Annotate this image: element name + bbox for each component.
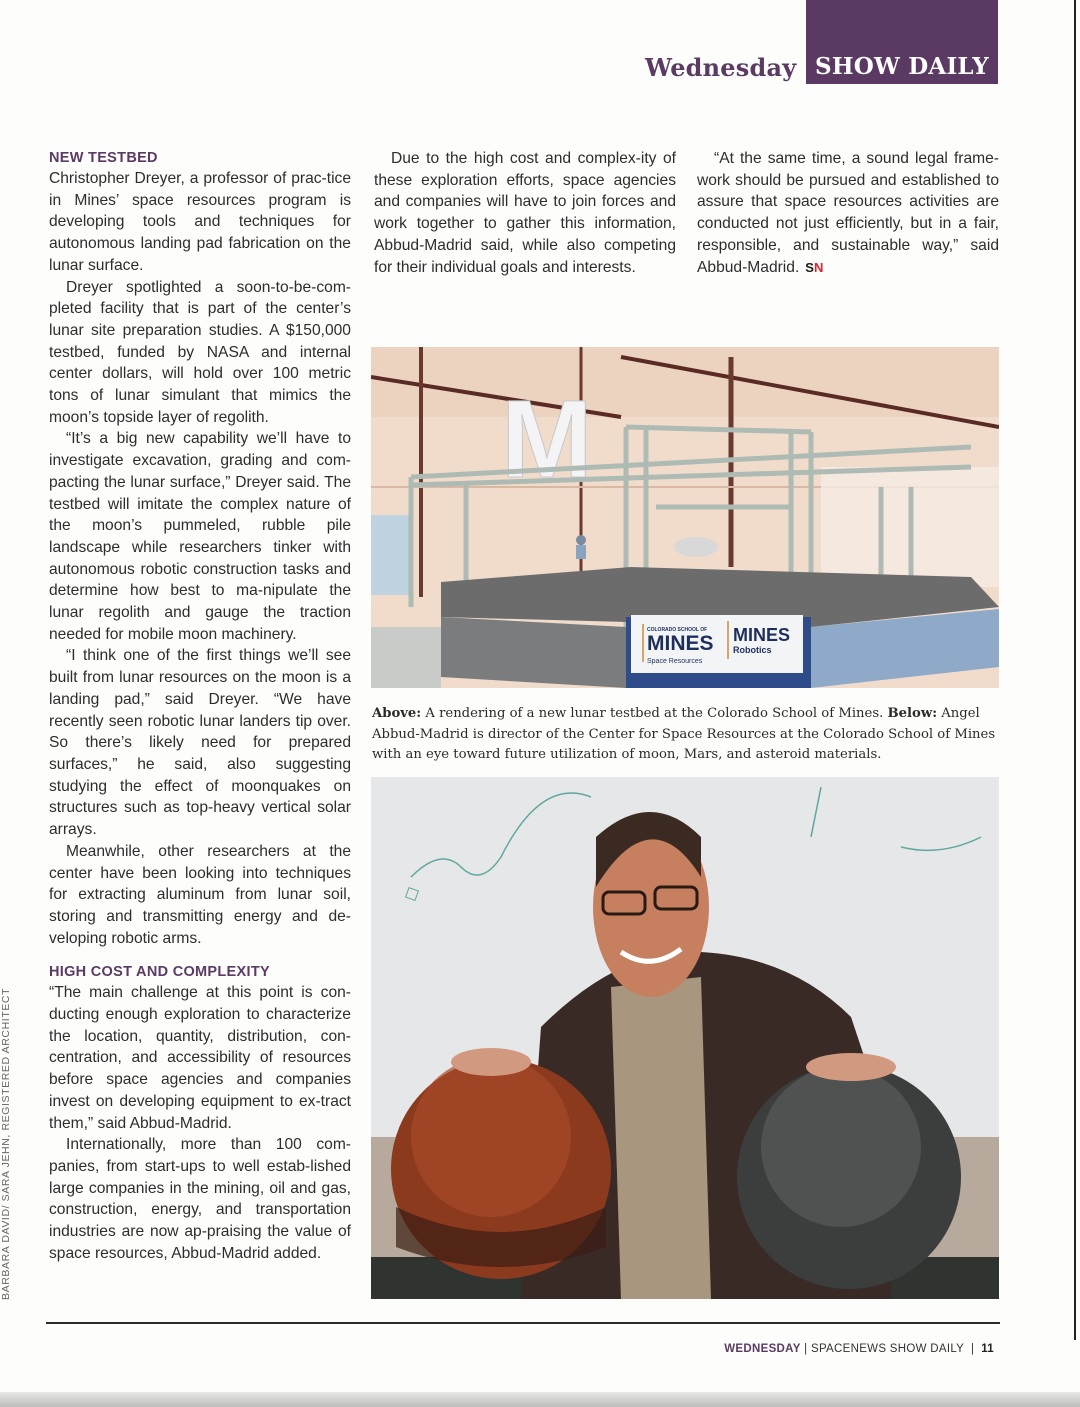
sign-left-sub: Space Resources	[647, 658, 703, 665]
caption-above-label: Above:	[372, 706, 422, 721]
paragraph: Christopher Dreyer, a professor of prac-tice in Mines’ space resources program is developing tools and techniques for autonomous landing pad fabrication on the lunar surface.	[49, 170, 351, 274]
section-heading-high-cost: HIGH COST AND COMPLEXITY	[49, 964, 270, 981]
footer-day: WEDNESDAY	[724, 1343, 801, 1355]
photo-caption	[372, 704, 1002, 766]
header-day: Wednesday	[645, 53, 797, 82]
page-number: 11	[981, 1343, 994, 1355]
testbed-rendering-image	[371, 347, 999, 688]
page-footer	[724, 1343, 994, 1355]
end-mark-n: N	[813, 259, 824, 275]
scan-shadow	[0, 1392, 1080, 1407]
portrait-photo	[371, 777, 999, 1299]
footer-publication: SPACENEWS SHOW DAILY	[810, 1343, 964, 1355]
sign-left-small: COLORADO SCHOOL OF	[647, 627, 708, 633]
header-title: SHOW DAILY	[815, 53, 989, 80]
footer-rule	[46, 1322, 1000, 1324]
article-column-1	[49, 148, 351, 1264]
paragraph	[697, 148, 999, 278]
paragraph: Due to the high cost and complex-ity of these exploration efforts, space agencies and companies will have to join forces and work together to gather this information, Abbud-Madrid said, while also competing for their individual goals and interests.	[374, 150, 676, 276]
moon-globe	[737, 1065, 961, 1289]
footer-separator: |	[800, 1343, 811, 1355]
article-column-2	[374, 148, 676, 278]
page-edge	[1074, 0, 1076, 1340]
paragraph: Dreyer spotlighted a soon-to-be-com-pleted facility that is part of the center’s lunar site preparation studies. A $150,000 testbed, funded by NASA and internal center dollars, will hold over 100 metric tons of lunar simulant that mimics the moon’s topside layer of regolith.	[49, 278, 351, 426]
testbed-rendering-photo	[371, 347, 999, 688]
end-mark-logo	[805, 260, 823, 275]
paragraph-text: “At the same time, a sound legal frame-work should be pursued and established to assure that space resources activities are conducted not just efficiently, but in a fair, responsible, and sustainable way,” said Abbud-Madrid.	[697, 150, 999, 276]
paragraph: Internationally, more than 100 com-panies, from start-ups to well estab-lished large companies in the mining, oil and gas, construction, energy, and transportation industries are now ap-praising the value of space resources, Abbud-Madrid added.	[49, 1136, 351, 1262]
sign-right-big: MINES	[733, 625, 791, 645]
paragraph: Meanwhile, other researchers at the center have been looking into techniques for extracting aluminum from lunar soil, storing and transmitting energy and de-veloping robotic arms.	[49, 842, 351, 947]
end-mark-s: S	[805, 259, 814, 275]
sign-left-big: MINES	[647, 632, 714, 655]
paragraph: “It’s a big new capability we’ll have to investigate excavation, grading and com-pacting the lunar surface,” Dreyer said. The testbed will imitate the complex nature of the moon’s pummeled, rubble pile landscape while researchers tinker with autonomous robotic construction tasks and determine how best to ma-nipulate the lunar regolith and gauge the traction needed for mobile moon machinery.	[49, 430, 351, 643]
portrait-image	[371, 777, 999, 1299]
photo-credit: BARBARA DAVID/ SARA JEHN, REGISTERED ARCHITECT	[0, 987, 12, 1300]
paragraph: “I think one of the first things we’ll see built from lunar resources on the moon is a landing pad,” said Dreyer. “We have recently seen robotic lunar landers tip over. So there’s likely need for prepared surfaces,” he said, also suggesting studying the effect of moonquakes on structures such as top-heavy vertical solar arrays.	[49, 647, 351, 839]
svg-text:M: M	[501, 378, 593, 501]
caption-below-text: Angel Abbud-Madrid is director of the Center for Space Resources at the Colorado School of Mines with an eye toward future utilization of moon, Mars, and asteroid materials.	[372, 706, 996, 762]
caption-below-label: Below:	[887, 706, 938, 721]
paragraph: “The main challenge at this point is con-ducting enough exploration to characterize the location, quantity, distribution, con-centration, and accessibility of resources before space agencies and companies invest on developing equipment to ex-tract them,” said Abbud-Madrid.	[49, 984, 351, 1132]
article-column-3	[697, 148, 999, 278]
caption-above-text: A rendering of a new lunar testbed at the Colorado School of Mines.	[421, 706, 888, 721]
section-heading-new-testbed: NEW TESTBED	[49, 150, 158, 166]
sign-right-sub: Robotics	[733, 645, 772, 655]
footer-separator-2: |	[963, 1343, 982, 1355]
